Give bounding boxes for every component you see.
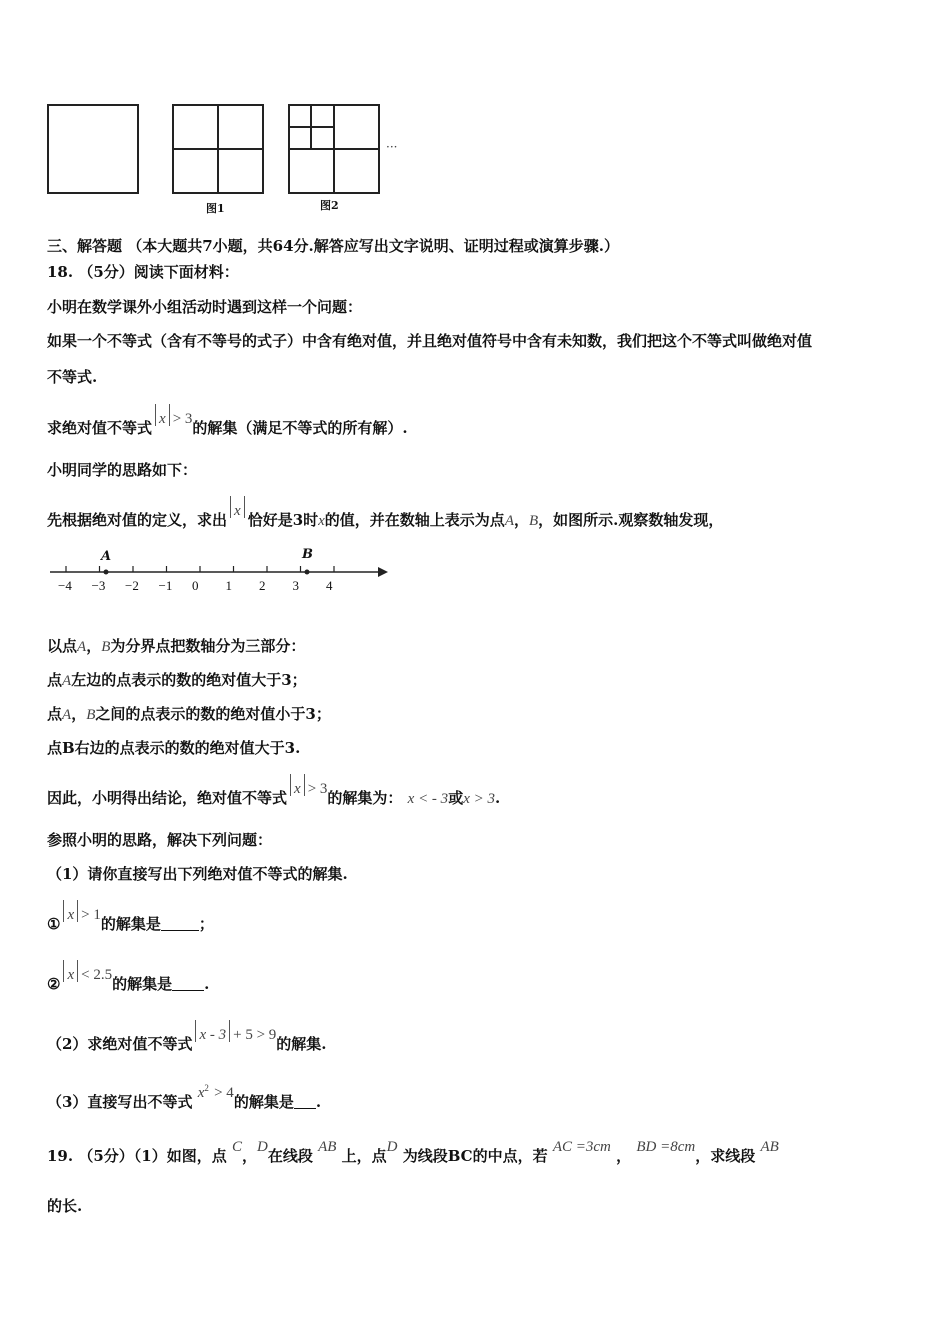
q18-line11: 参照小明的思路，解决下列问题： <box>47 831 273 849</box>
math-AC: AC =3cm <box>552 1139 611 1155</box>
section-heading: 三、解答题 （本大题共7小题，共64分.解答应写出文字说明、证明过程或演算步骤.） <box>47 237 619 255</box>
figure-1-label: 图1 <box>206 202 225 215</box>
q18-line9: 点B右边的点表示的数的绝对值大于3. <box>47 739 301 757</box>
text: 19. （5分）（1）如图，点 <box>47 1147 227 1165</box>
math-A: A <box>62 707 72 723</box>
math-rhs: > 3 <box>172 411 193 427</box>
math-rhs: > 4 <box>214 1085 234 1101</box>
text: 以点 <box>47 637 78 655</box>
text: 上，点 <box>341 1147 387 1165</box>
point-A-dot <box>104 570 109 575</box>
text: 恰好是3时 <box>247 511 319 529</box>
tick-label: −4 <box>58 578 72 593</box>
q18-line7 <box>47 670 307 691</box>
text: . <box>315 1093 322 1111</box>
text: 的解集（满足不等式的所有解）. <box>192 419 408 437</box>
tick-label: 1 <box>225 578 232 593</box>
math-A: A <box>62 673 72 689</box>
tick-label: 4 <box>326 578 333 593</box>
tick-label: 3 <box>292 578 299 593</box>
math-exp: 2 <box>204 1083 209 1093</box>
text: 之间的点表示的数的绝对值小于3； <box>95 705 331 723</box>
text: 在线段 <box>267 1147 313 1165</box>
q18-line10 <box>47 781 501 809</box>
math-D: D <box>256 1139 268 1155</box>
figure-square-2 <box>289 105 379 193</box>
math-AB: AB <box>318 1139 337 1155</box>
tick-label: −3 <box>91 578 106 593</box>
answer-blank[interactable] <box>172 976 204 991</box>
math-C: C <box>231 1139 242 1155</box>
answer-blank[interactable] <box>161 916 199 931</box>
text: . <box>494 789 501 807</box>
answer-blank[interactable] <box>294 1094 316 1109</box>
math-B: B <box>101 639 111 655</box>
text: ， <box>71 705 87 723</box>
text: 点 <box>47 671 63 689</box>
tick-label: 2 <box>259 578 266 593</box>
point-A-label: A <box>101 549 112 564</box>
math-x: x <box>234 503 241 519</box>
math-A: A <box>77 639 87 655</box>
text: 因此，小明得出结论，绝对值不等式 <box>47 789 288 807</box>
text: 的解集. <box>276 1035 327 1053</box>
text: ，如图所示.观察数轴发现， <box>538 511 724 529</box>
text: 或 <box>448 789 464 807</box>
math-A: A <box>504 513 514 529</box>
q18-line2b: 不等式. <box>47 368 98 386</box>
q18-line4: 小明同学的思路如下： <box>47 461 198 479</box>
point-B-label: B <box>302 547 313 562</box>
text: （3）直接写出不等式 <box>47 1093 193 1111</box>
point-B-dot <box>305 570 310 575</box>
text: 的解集为： <box>327 789 403 807</box>
math-x: x <box>67 907 75 923</box>
math-AB: AB <box>760 1139 779 1155</box>
text: 求绝对值不等式 <box>47 419 153 437</box>
text: . <box>204 975 210 993</box>
math-B: B <box>529 513 539 529</box>
text: 的解集是 <box>112 975 173 993</box>
q19-line2: 的长. <box>47 1197 83 1215</box>
text: 的解集是 <box>100 915 161 933</box>
q18-line1: 小明在数学课外小组活动时遇到这样一个问题： <box>47 298 363 316</box>
math-B: B <box>86 707 96 723</box>
q18-line3 <box>47 411 408 439</box>
math-sol2: x > 3 <box>463 791 495 807</box>
math-x: x <box>159 411 166 427</box>
text: 点 <box>47 705 63 723</box>
text: 为分界点把数轴分为三部分： <box>110 637 306 655</box>
q19-line1 <box>47 1139 779 1167</box>
math-sol1: x < - 3 <box>407 791 449 807</box>
math-rhs: < 2.5 <box>81 967 113 983</box>
q18-part3 <box>47 1083 322 1113</box>
text: ② <box>47 975 61 993</box>
text: 的值，并在数轴上表示为点 <box>324 511 505 529</box>
q18-intro: 18. （5分）阅读下面材料： <box>47 263 239 281</box>
q18-line6 <box>47 636 305 657</box>
math-D: D <box>386 1139 398 1155</box>
text: 先根据绝对值的定义，求出 <box>47 511 228 529</box>
text: （2）求绝对值不等式 <box>47 1035 193 1053</box>
text: ， <box>241 1147 257 1165</box>
square-figures <box>0 0 950 230</box>
q18-line5 <box>47 503 724 531</box>
text: 左边的点表示的数的绝对值大于3； <box>71 671 307 689</box>
q18-line8 <box>47 704 331 725</box>
q18-part1b <box>47 967 210 995</box>
math-rhs: > 3 <box>307 781 328 797</box>
figure-square-0 <box>48 105 138 193</box>
text: 的解集是 <box>233 1093 294 1111</box>
q18-part2 <box>47 1027 327 1055</box>
figure-2-label: 图2 <box>320 199 339 212</box>
math-inner: x - 3 <box>199 1027 227 1043</box>
math-x: x <box>318 513 325 529</box>
q18-part1: （1）请你直接写出下列绝对值不等式的解集. <box>47 865 348 883</box>
tick-label: −1 <box>158 578 173 593</box>
text: ， <box>616 1147 632 1165</box>
figure-ellipsis: ··· <box>386 140 398 154</box>
q18-part1a <box>47 907 214 935</box>
text: ； <box>198 915 214 933</box>
text: ， <box>86 637 102 655</box>
math-rhs: > 1 <box>81 907 101 923</box>
math-BD: BD =8cm <box>636 1139 696 1155</box>
figure-square-1 <box>173 105 263 193</box>
text: ① <box>47 915 61 933</box>
tick-label: −2 <box>125 578 139 593</box>
math-x: x <box>294 781 301 797</box>
math-rhs: + 5 > 9 <box>233 1027 277 1043</box>
text: ，求线段 <box>695 1147 756 1165</box>
text: 为线段BC的中点，若 <box>402 1147 548 1165</box>
tick-label: 0 <box>192 578 199 593</box>
text: ， <box>513 511 529 529</box>
math-x: x <box>197 1085 205 1101</box>
q18-line2a: 如果一个不等式（含有不等号的式子）中含有绝对值，并且绝对值符号中含有未知数，我们把这个不等式叫做绝对值 <box>47 332 813 350</box>
math-x: x <box>67 967 75 983</box>
